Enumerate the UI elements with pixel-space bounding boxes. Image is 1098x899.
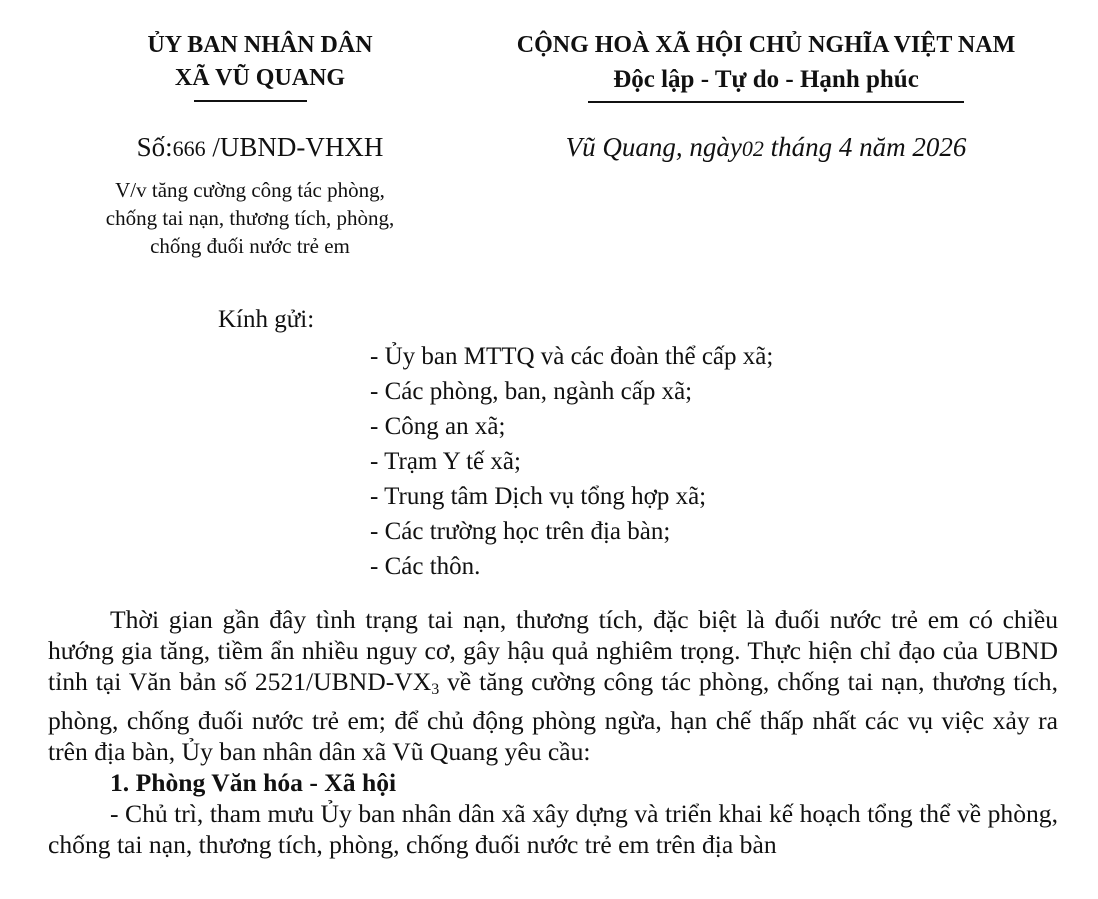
document-date-prefix: Vũ Quang, ngày bbox=[565, 132, 742, 162]
section-paragraph: - Chủ trì, tham mưu Ủy ban nhân dân xã xây dựng và triển khai kế hoạch tổng thể về phòng, chống tai nạn, thương tích, phòng, chống đuối nước trẻ em trên địa bàn bbox=[48, 799, 1058, 859]
document-number-value: 666 bbox=[172, 136, 206, 161]
document-body bbox=[48, 604, 1058, 860]
national-motto: Độc lập - Tự do - Hạnh phúc bbox=[613, 66, 919, 93]
motto-underline-divider bbox=[588, 101, 964, 103]
org-underline-divider bbox=[194, 100, 307, 102]
document-number-suffix: /UBND-VHXH bbox=[205, 132, 384, 162]
document-date-suffix: tháng 4 năm 2026 bbox=[763, 132, 967, 162]
recipient-item: - Các thôn. bbox=[370, 553, 481, 580]
organization-commune: XÃ VŨ QUANG bbox=[174, 65, 346, 91]
greeting-label: Kính gửi: bbox=[218, 306, 315, 333]
section-heading: 1. Phòng Văn hóa - Xã hội bbox=[110, 768, 397, 797]
intro-text-b: về tăng cường công tác phòng, chống tai nạn, thương tích, phòng, chống đuối nước trẻ em; để chủ động phòng ngừa, hạn chế thấp nhất các vụ việc xảy ra trên địa bàn, Ủy ban nhân dân xã Vũ Quang yêu cầu: bbox=[48, 667, 1058, 766]
recipient-item: - Các phòng, ban, ngành cấp xã; bbox=[370, 378, 693, 405]
intro-subscript: 3 bbox=[431, 681, 440, 698]
recipient-item: - Công an xã; bbox=[370, 413, 506, 440]
intro-text-a: Thời gian gần đây tình trạng tai nạn, thương tích, đặc biệt là đuối nước trẻ em có chiều hướng gia tăng, tiềm ẩn nhiều nguy cơ, gây hậu quả nghiêm trọng. Thực hiện chỉ đạo của UBND tỉnh tại Văn bản số 2521/UBND-VX bbox=[48, 605, 1058, 696]
subject-line: V/v tăng cường công tác phòng, bbox=[115, 178, 385, 202]
document-number bbox=[72, 132, 448, 163]
document-subject bbox=[40, 176, 460, 260]
document-date bbox=[446, 132, 1086, 163]
subject-line: chống đuối nước trẻ em bbox=[150, 234, 350, 258]
recipient-list bbox=[370, 339, 773, 584]
recipient-item: - Trạm Y tế xã; bbox=[370, 448, 521, 475]
organization-name: ỦY BAN NHÂN DÂN bbox=[147, 32, 373, 58]
document-date-day: 02 bbox=[741, 136, 764, 161]
recipient-item: - Các trường học trên địa bàn; bbox=[370, 518, 671, 545]
national-title: CỘNG HOÀ XÃ HỘI CHỦ NGHĨA VIỆT NAM bbox=[516, 32, 1016, 58]
recipient-item: - Trung tâm Dịch vụ tổng hợp xã; bbox=[370, 483, 707, 510]
subject-line: chống tai nạn, thương tích, phòng, bbox=[105, 206, 395, 230]
recipient-item: - Ủy ban MTTQ và các đoàn thể cấp xã; bbox=[370, 343, 774, 370]
intro-paragraph bbox=[48, 604, 1058, 767]
document-number-prefix: Số: bbox=[136, 132, 173, 162]
